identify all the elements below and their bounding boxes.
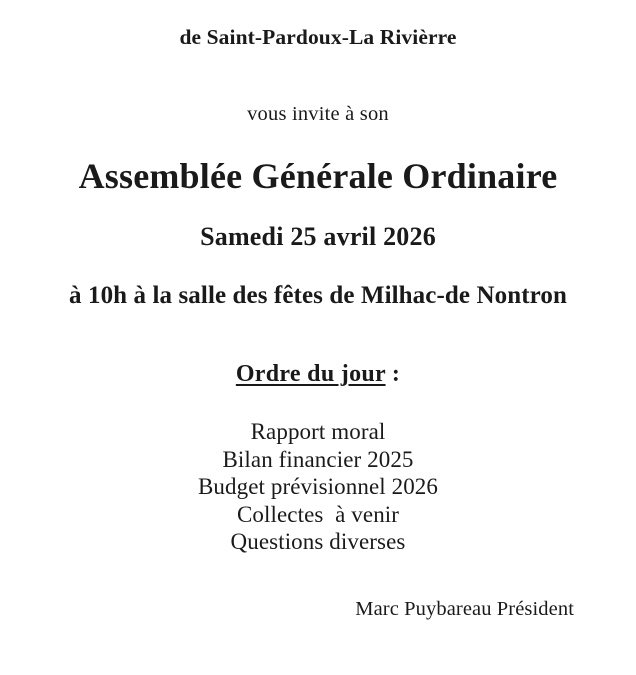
list-item: Bilan financier 2025 — [222, 446, 414, 472]
agenda-list — [0, 418, 636, 556]
list-item: Rapport moral — [250, 419, 386, 444]
list-item: Questions diverses — [230, 529, 406, 554]
signature: Marc Puybareau Président — [355, 598, 574, 620]
invitation-text: vous invite à son — [247, 103, 389, 125]
agenda-heading — [0, 362, 636, 386]
meeting-title: Assemblée Générale Ordinaire — [78, 156, 558, 196]
meeting-time-and-venue: à 10h à la salle des fêtes de Milhac-de Nontron — [69, 282, 567, 309]
organization-name: de Saint-Pardoux-La Rivièrre — [179, 25, 457, 49]
meeting-date: Samedi 25 avril 2026 — [200, 222, 436, 251]
agenda-heading-label: Ordre du jour — [235, 361, 386, 387]
list-item: Budget prévisionnel 2026 — [197, 474, 439, 499]
list-item: Collectes à venir — [236, 501, 400, 527]
agenda-heading-colon: : — [385, 361, 401, 387]
